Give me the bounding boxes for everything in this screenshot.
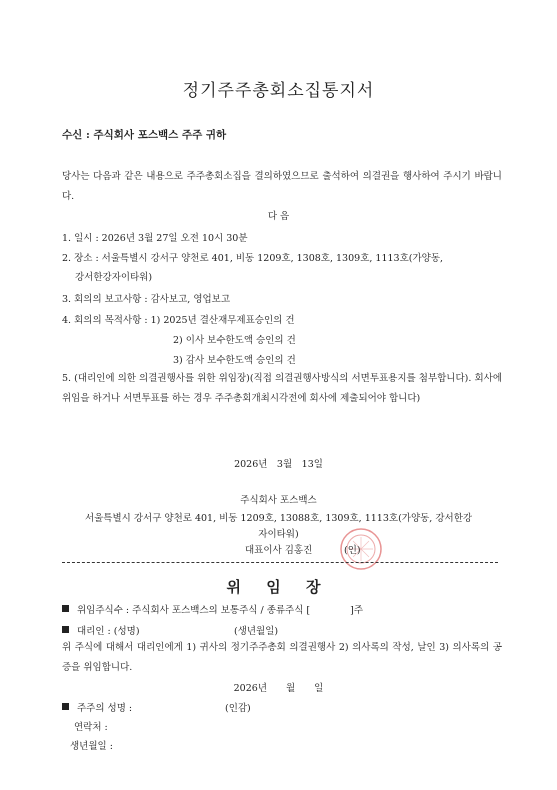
proxy-shares-line [62,602,363,616]
item-agenda-2: 2) 이사 보수한도액 승인의 건 [173,335,296,346]
proxy-agent-label: 대리인 : (성명) [77,626,140,637]
intro-paragraph: 당사는 다음과 같은 내용으로 주주총회소집을 결의하였으므로 출석하여 의결권을 행사하여 주시기 바랍니다. [62,171,502,202]
proxy-contact-label: 연락처 : [74,722,108,733]
item-place-continued: 강서한강자이타워) [75,272,153,283]
item-date: 1. 일시 : 2026년 3월 27일 오전 10시 30분 [62,233,248,244]
issuer-address-continued: 자이타워) [258,529,299,540]
notice-date: 2026년 3월 13일 [234,459,323,470]
proxy-statement: 위 주식에 대해서 대리인에게 1) 귀사의 정기주주총회 의결권행사 2) 의사록의 작성, 날인 3) 의사록의 공증을 위임합니다. [62,642,502,673]
proxy-shareholder-seal: (인감) [225,703,251,714]
issuer-company: 주식회사 포스백스 [240,495,317,506]
heading-next: 다 음 [267,211,290,222]
issuer-seal-mark: (인) [344,545,361,556]
square-bullet-icon [62,626,69,633]
item-place: 2. 장소 : 서울특별시 강서구 양천로 401, 비동 1209호, 1308호, 1309호, 1113호(가양동, [62,253,444,264]
square-bullet-icon [62,703,69,710]
proxy-agent-line [62,623,140,637]
issuer-address: 서울특별시 강서구 양천로 401, 비동 1209호, 13088호, 1309호, 1113호(가양동, 강서한강 [84,513,473,524]
proxy-shareholder-label: 주주의 성명 : [77,703,133,714]
recipient-line: 수신 : 주식회사 포스백스 주주 귀하 [62,129,227,141]
proxy-birth-label: 생년월일 : [70,741,113,752]
proxy-shares-label: 위임주식수 : 주식회사 포스백스의 보통주식 / 종류주식 [ [77,605,311,616]
item-proxy-note: 5. (대리인에 의한 의결권행사를 위한 위임장)(직접 의결권행사방식의 서면투표용지를 첨부합니다). 회사에 위임을 하거나 서면투표를 하는 경우 주주총회개최시각전에 회사에 제출되어야 합니다) [62,373,502,404]
square-bullet-icon [62,605,69,612]
cut-line-divider [62,562,498,563]
item-agenda-1: 4. 회의의 목적사항 : 1) 2025년 결산재무제표승인의 건 [62,315,295,326]
proxy-shareholder-line [62,700,132,714]
proxy-agent-birth-label: (생년월일) [234,626,279,637]
proxy-date-line: 2026년 월 일 [233,683,324,694]
item-report: 3. 회의의 보고사항 : 감사보고, 영업보고 [62,294,231,305]
document-title: 정기주주총회소집통지서 [182,81,375,101]
issuer-ceo: 대표이사 김홍진 [245,545,313,556]
item-agenda-3: 3) 감사 보수한도액 승인의 건 [173,355,296,366]
proxy-title: 위 임 장 [226,578,331,596]
proxy-shares-suffix: ]주 [350,605,364,616]
